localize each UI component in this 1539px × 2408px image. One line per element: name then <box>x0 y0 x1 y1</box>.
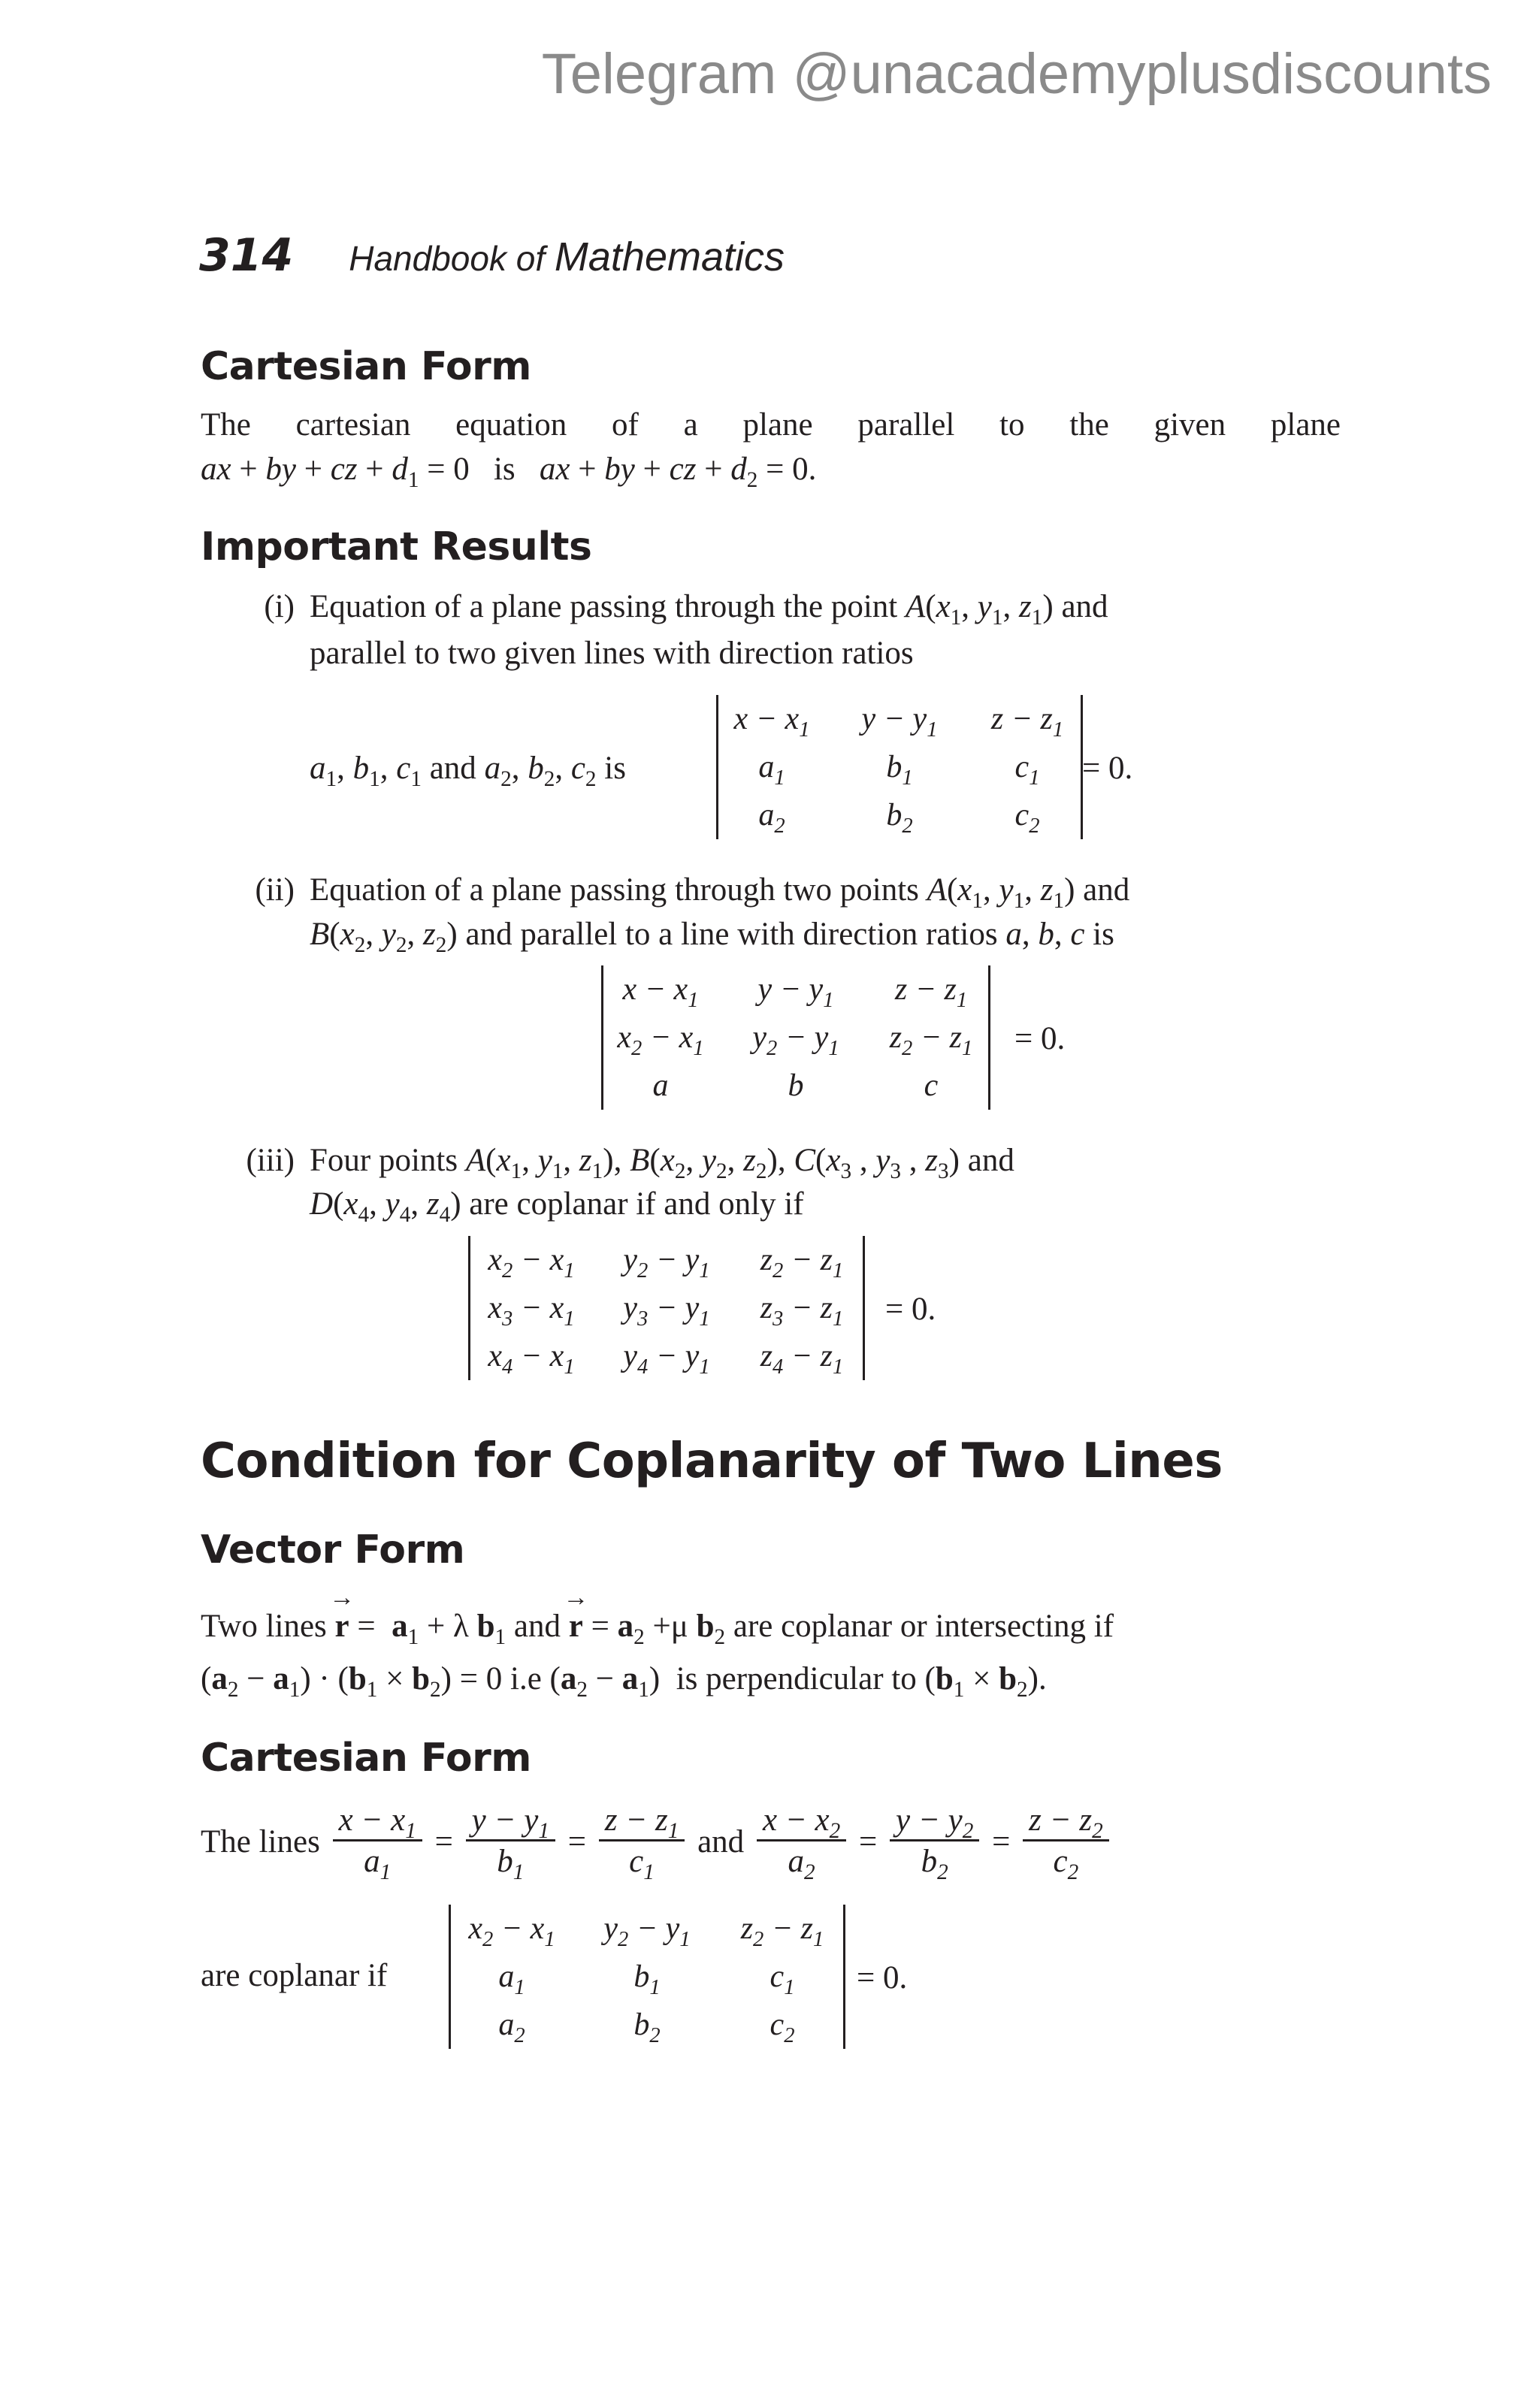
coplanar-if-text: are coplanar if <box>201 1958 388 1993</box>
is-word: is <box>1093 917 1114 952</box>
page-number: 314 <box>199 229 294 282</box>
vector-tail-1: are coplanar or intersecting if <box>733 1609 1114 1644</box>
item-2-line-2: $B(x_2$, $y_2$, $z_2$) and parallel to a line with direction ratios a, b, c is <box>310 917 1114 958</box>
item-1-line-1: Equation of a plane passing through the point $A(x_1$, $y_1$, $z_1$) and <box>310 589 1108 630</box>
item-2-text-2: and parallel to a line with direction ratios <box>465 917 998 952</box>
and-word: and <box>429 751 476 786</box>
is-word: is <box>604 751 626 786</box>
running-header <box>199 229 785 282</box>
and-word: and <box>513 1609 561 1644</box>
item-1-ratios: $a_1$, $b_1$, $c_1$ and $a_2$, $b_2$, $c_2$ is <box>310 751 626 792</box>
book-title <box>349 234 785 279</box>
and-word: and <box>967 1143 1014 1178</box>
determinant-item-2: $x - x_1$ $y - y_1$ $z - z_1$ $x_2 - x_1$ $y_2 - y_1$ $z_2 - z_1$ a b c <box>601 965 990 1110</box>
heading-important-results: Important Results <box>201 524 592 570</box>
heading-cartesian-form-2: Cartesian Form <box>201 1736 531 1781</box>
heading-vector-form: Vector Form <box>201 1527 465 1573</box>
equals-zero-4: = 0. <box>857 1960 908 1996</box>
item-1-line-2: parallel to two given lines with direction ratios <box>310 636 914 671</box>
equals-zero-1: = 0. <box>1082 751 1133 786</box>
item-2-line-1: Equation of a plane passing through two points $A(x_1$, $y_1$, $z_1$) and <box>310 872 1130 914</box>
vector-line-2: $(a_2 - a_1) \cdot (b_1 \times b_2) = 0$ i.e $(a_2 - a_1)$ is perpendicular to $(b_1 \times b_2)$. <box>201 1661 1047 1703</box>
cartesian-lines-equation: The lines $\frac{x - x_1}{a_1}$ = $\frac{y - y_1}{b_1}$ = $\frac{z - z_1}{c_1}$ and $\frac{x - x_2}{a_2}$ = $\frac{y - y_2}{b_2}$ = $\frac{z - z_2}{c_2}$ <box>201 1802 1114 1882</box>
is-word: is <box>493 452 516 487</box>
cartesian-equation-line: ax + by + cz + $d_1 = 0$ is ax + by + cz + $d_2 = 0$. <box>201 452 817 493</box>
item-3-number: (iii) <box>246 1143 295 1178</box>
determinant-item-1: $x - x_1$ $y - y_1$ $z - z_1$ $a_1$ $b_1$ $c_1$ $a_2$ $b_2$ $c_2$ <box>716 695 1083 839</box>
book-title-small: Handbook of <box>349 239 546 278</box>
and-word: and <box>1083 872 1130 908</box>
heading-cartesian-form-1: Cartesian Form <box>201 344 531 389</box>
and-word: and <box>697 1824 745 1860</box>
determinant-coplanarity: $x_2 - x_1$ $y_2 - y_1$ $z_2 - z_1$ $a_1$ $b_1$ $c_1$ $a_2$ $b_2$ $c_2$ <box>449 1905 845 2049</box>
watermark: Telegram @unacademyplusdiscounts <box>541 42 1492 106</box>
equals-zero-2: = 0. <box>1014 1021 1066 1056</box>
ie-text: i.e <box>510 1661 542 1696</box>
vector-line-1: Two lines → $r = a_1 + \lambda$ $b_1$ and → $r = a_2 +\mu$ $b_2$ are coplanar or intersecting if <box>201 1604 1114 1648</box>
two-lines-text: Two lines <box>201 1609 327 1644</box>
item-3-line-2: $D(x_4$, $y_4$, $z_4$) are coplanar if and only if <box>310 1186 804 1228</box>
book-title-large: Mathematics <box>554 234 785 279</box>
item-1-text: Equation of a plane passing through the point <box>310 589 898 624</box>
and-word: and <box>1061 589 1108 624</box>
heading-coplanarity: Condition for Coplanarity of Two Lines <box>201 1434 1223 1489</box>
item-2-text: Equation of a plane passing through two points <box>310 872 919 908</box>
item-3-text-2: are coplanar if and only if <box>469 1186 804 1222</box>
item-3-line-1: Four points $A(x_1$, $y_1$, $z_1$), $B(x_2$, $y_2$, $z_2$), $C(x_3$ , $y_3$ , $z_3$) and <box>310 1143 1014 1184</box>
determinant-item-3: $x_2 - x_1$ $y_2 - y_1$ $z_2 - z_1$ $x_3 - x_1$ $y_3 - y_1$ $z_3 - z_1$ $x_4 - x_1$ $y_4 - y_1$ $z_4 - z_1$ <box>468 1236 865 1380</box>
item-2-number: (ii) <box>255 872 295 908</box>
vector-tail-2: is perpendicular to <box>676 1661 917 1696</box>
item-1-number: (i) <box>264 589 295 624</box>
item-3-text: Four points <box>310 1143 458 1178</box>
equals-zero-3: = 0. <box>885 1292 936 1327</box>
the-lines-text: The lines <box>201 1824 320 1860</box>
cartesian-line-1: The cartesian equation of a plane parallel to the given plane <box>201 407 1341 443</box>
